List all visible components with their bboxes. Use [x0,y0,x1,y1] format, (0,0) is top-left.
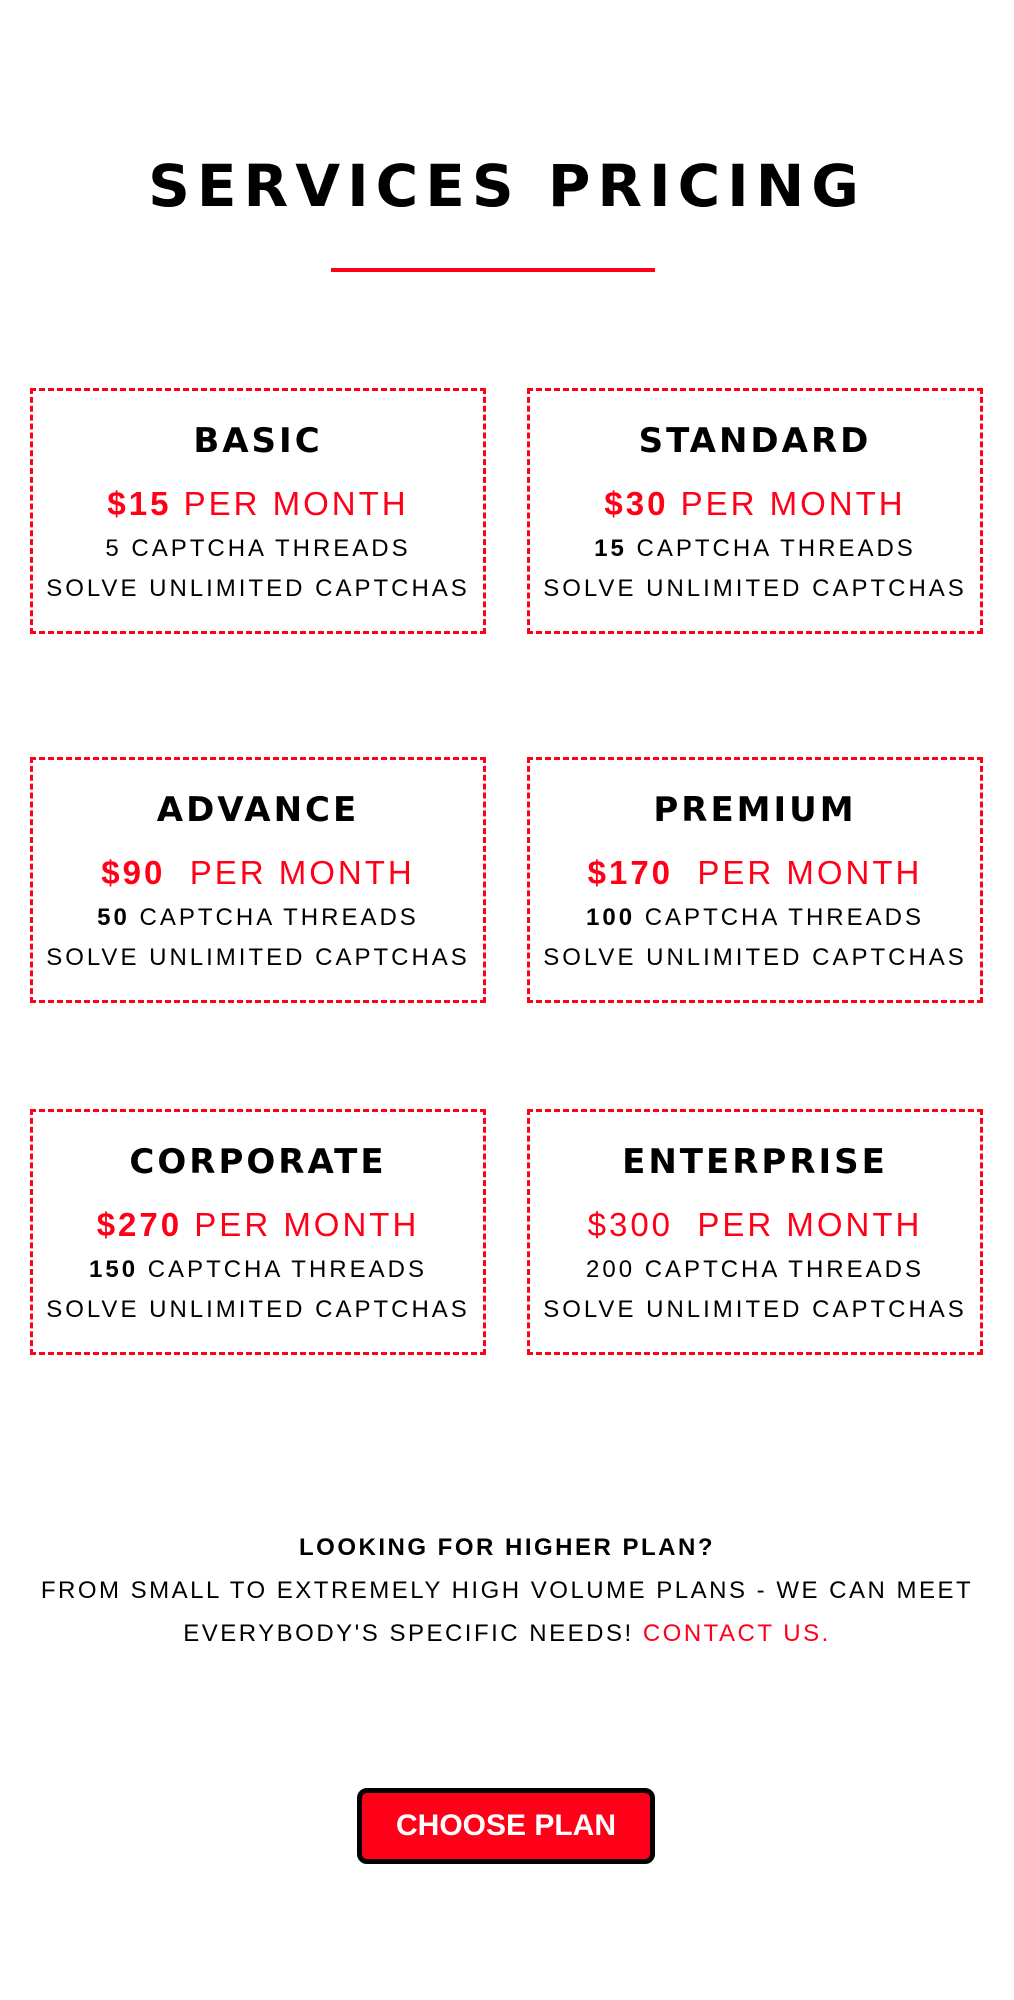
plan-threads [530,1250,980,1290]
plan-threads [33,1250,483,1290]
higher-plan-title: LOOKING FOR HIGHER PLAN? [299,1534,715,1561]
higher-plan-section [0,1526,1014,1655]
plan-name: BASIC [193,421,323,461]
threads-label: CAPTCHA THREADS [121,535,411,562]
threads-count: 200 [586,1256,636,1283]
price-unit: PER MONTH [668,485,906,522]
plan-price [530,850,980,896]
threads-label: CAPTCHA THREADS [129,904,419,931]
threads-count: 50 [97,904,130,931]
choose-plan-button[interactable]: CHOOSE PLAN [357,1788,655,1864]
plan-price [530,1202,980,1248]
plan-solve: SOLVE UNLIMITED CAPTCHAS [46,1296,470,1323]
plan-price [530,481,980,527]
price-amount: $300 [587,1206,674,1243]
plan-price [33,481,483,527]
price-amount: $170 [587,854,674,891]
price-unit: PER MONTH [182,1206,420,1243]
price-unit: PER MONTH [673,1206,923,1243]
plan-threads [33,898,483,938]
page-title: SERVICES PRICING [148,152,866,220]
threads-label: CAPTCHA THREADS [626,535,916,562]
plan-price [33,850,483,896]
threads-count: 150 [89,1256,139,1283]
threads-label: CAPTCHA THREADS [138,1256,427,1283]
plan-price [33,1202,483,1248]
plan-card-premium[interactable] [527,757,983,1003]
plan-threads [530,529,980,569]
plan-solve: SOLVE UNLIMITED CAPTCHAS [46,575,470,602]
contact-us-link[interactable]: CONTACT US. [642,1620,831,1647]
price-amount: $30 [604,485,669,522]
price-unit: PER MONTH [165,854,415,891]
plan-name: CORPORATE [129,1142,387,1182]
plan-name: STANDARD [638,421,872,461]
plan-threads [33,529,483,569]
plan-solve: SOLVE UNLIMITED CAPTCHAS [46,944,470,971]
plan-threads [530,898,980,938]
plan-name: ENTERPRISE [622,1142,888,1182]
price-unit: PER MONTH [171,485,409,522]
title-underline [331,268,655,272]
threads-label: CAPTCHA THREADS [635,904,924,931]
plan-card-corporate[interactable] [30,1109,486,1355]
threads-count: 100 [586,904,636,931]
threads-label: CAPTCHA THREADS [635,1256,924,1283]
higher-plan-line2 [0,1612,1014,1655]
plan-name: PREMIUM [653,790,857,830]
higher-plan-text: EVERYBODY'S SPECIFIC NEEDS! [183,1620,643,1647]
plan-card-enterprise[interactable] [527,1109,983,1355]
threads-count: 5 [105,535,122,562]
plan-solve: SOLVE UNLIMITED CAPTCHAS [543,575,967,602]
threads-count: 15 [594,535,627,562]
plan-solve: SOLVE UNLIMITED CAPTCHAS [543,1296,967,1323]
price-amount: $270 [96,1206,183,1243]
price-amount: $90 [101,854,166,891]
higher-plan-line1: FROM SMALL TO EXTREMELY HIGH VOLUME PLANS - WE CAN MEET [40,1577,974,1604]
price-unit: PER MONTH [673,854,923,891]
plan-card-basic[interactable] [30,388,486,634]
price-amount: $15 [107,485,172,522]
plan-solve: SOLVE UNLIMITED CAPTCHAS [543,944,967,971]
plan-card-standard[interactable] [527,388,983,634]
plan-name: ADVANCE [156,790,360,830]
plan-card-advance[interactable] [30,757,486,1003]
